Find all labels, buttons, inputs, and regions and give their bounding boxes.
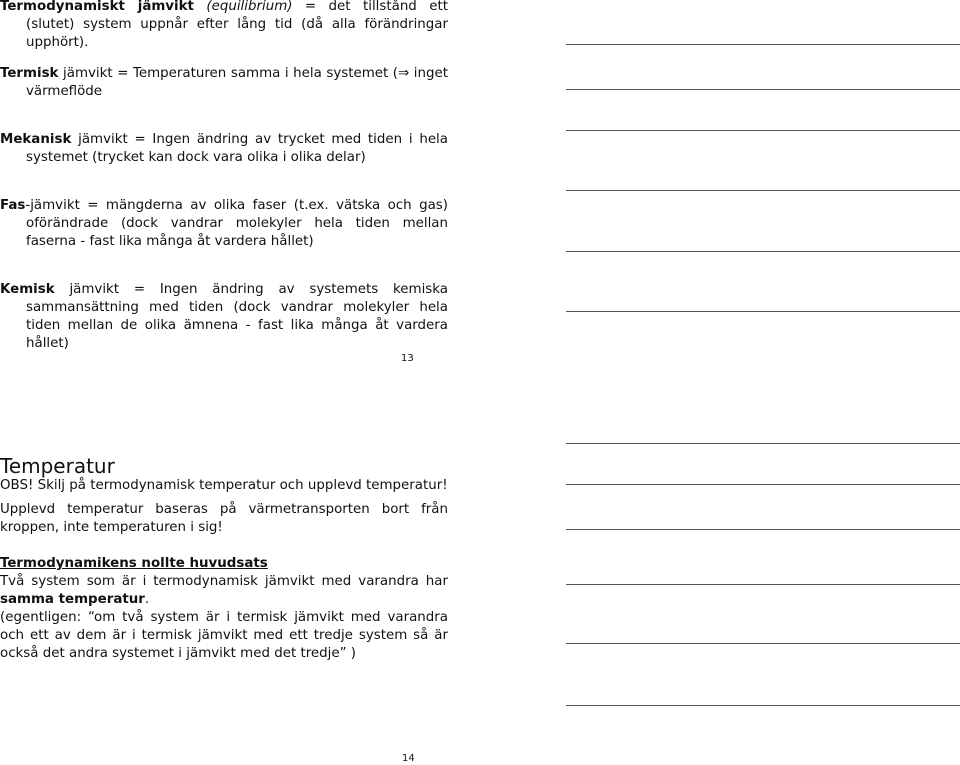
equilibrium-latin: (equilibrium) bbox=[206, 0, 293, 14]
law-heading: Termodynamikens nollte huvudsats bbox=[0, 556, 268, 571]
phase-equilibrium bbox=[0, 197, 448, 251]
equilibrium-text: = det tillstånd ett (slutet) system uppnår efter lång tid (då alla förändringar upphört). bbox=[26, 0, 448, 50]
chemical-term: Kemisk bbox=[0, 282, 55, 297]
note-line bbox=[566, 484, 960, 485]
phase-term: Fas bbox=[0, 198, 26, 213]
equilibrium-term: Termodynamiskt jämvikt bbox=[0, 0, 194, 14]
upplevd-note: Upplevd temperatur baseras på värmetransporten bort från kroppen, inte temperaturen i sig! bbox=[0, 502, 448, 535]
note-line bbox=[566, 311, 960, 312]
note-line bbox=[566, 443, 960, 444]
thermal-term: Termisk bbox=[0, 66, 59, 81]
note-line bbox=[566, 89, 960, 90]
law-heading-line bbox=[0, 555, 448, 573]
note-line bbox=[566, 529, 960, 530]
note-line bbox=[566, 705, 960, 706]
note-line bbox=[566, 251, 960, 252]
mechanical-equilibrium bbox=[0, 131, 448, 167]
law-bold: samma temperatur bbox=[0, 592, 145, 607]
page-title: Temperatur bbox=[0, 454, 115, 478]
mechanical-text: jämvikt = Ingen ändring av trycket med tiden i hela systemet (trycket kan dock vara olika i olika delar) bbox=[26, 132, 448, 165]
page13-content bbox=[0, 0, 448, 52]
law-statement bbox=[0, 573, 448, 609]
equilibrium-definition bbox=[0, 0, 448, 52]
note-lines bbox=[566, 0, 960, 764]
note-line bbox=[566, 190, 960, 191]
chemical-equilibrium bbox=[0, 281, 448, 353]
note-line bbox=[566, 44, 960, 45]
mechanical-term: Mekanisk bbox=[0, 132, 72, 147]
thermal-text: jämvikt = Temperaturen samma i hela systemet (⇒ inget värmeflöde bbox=[26, 66, 448, 99]
note-line bbox=[566, 643, 960, 644]
page-number-14: 14 bbox=[402, 753, 415, 764]
law-text: Två system som är i termodynamisk jämvikt med varandra har bbox=[0, 574, 448, 589]
obs-note: OBS! Skilj på termodynamisk temperatur och upplevd temperatur! bbox=[0, 478, 448, 493]
thermal-equilibrium bbox=[0, 65, 448, 101]
chemical-text: jämvikt = Ingen ändring av systemets kemiska sammansättning med tiden (dock vandrar molekyler hela tiden mellan de olika ämnena - fast lika många åt vardera hållet) bbox=[26, 282, 448, 351]
phase-text: -jämvikt = mängderna av olika faser (t.ex. vätska och gas) oförändrade (dock vandrar molekyler hela tiden mellan faserna - fast lika många åt vardera hållet) bbox=[25, 198, 448, 249]
law-text-end: . bbox=[144, 592, 150, 607]
law-paren: (egentligen: “om två system är i termisk jämvikt med varandra och ett av dem är i termisk jämvikt med ett tredje system så är också det andra systemet i jämvikt med det tredje” ) bbox=[0, 610, 448, 661]
note-line bbox=[566, 584, 960, 585]
page14-content bbox=[0, 455, 448, 663]
page-number-13: 13 bbox=[401, 353, 414, 364]
note-line bbox=[566, 130, 960, 131]
